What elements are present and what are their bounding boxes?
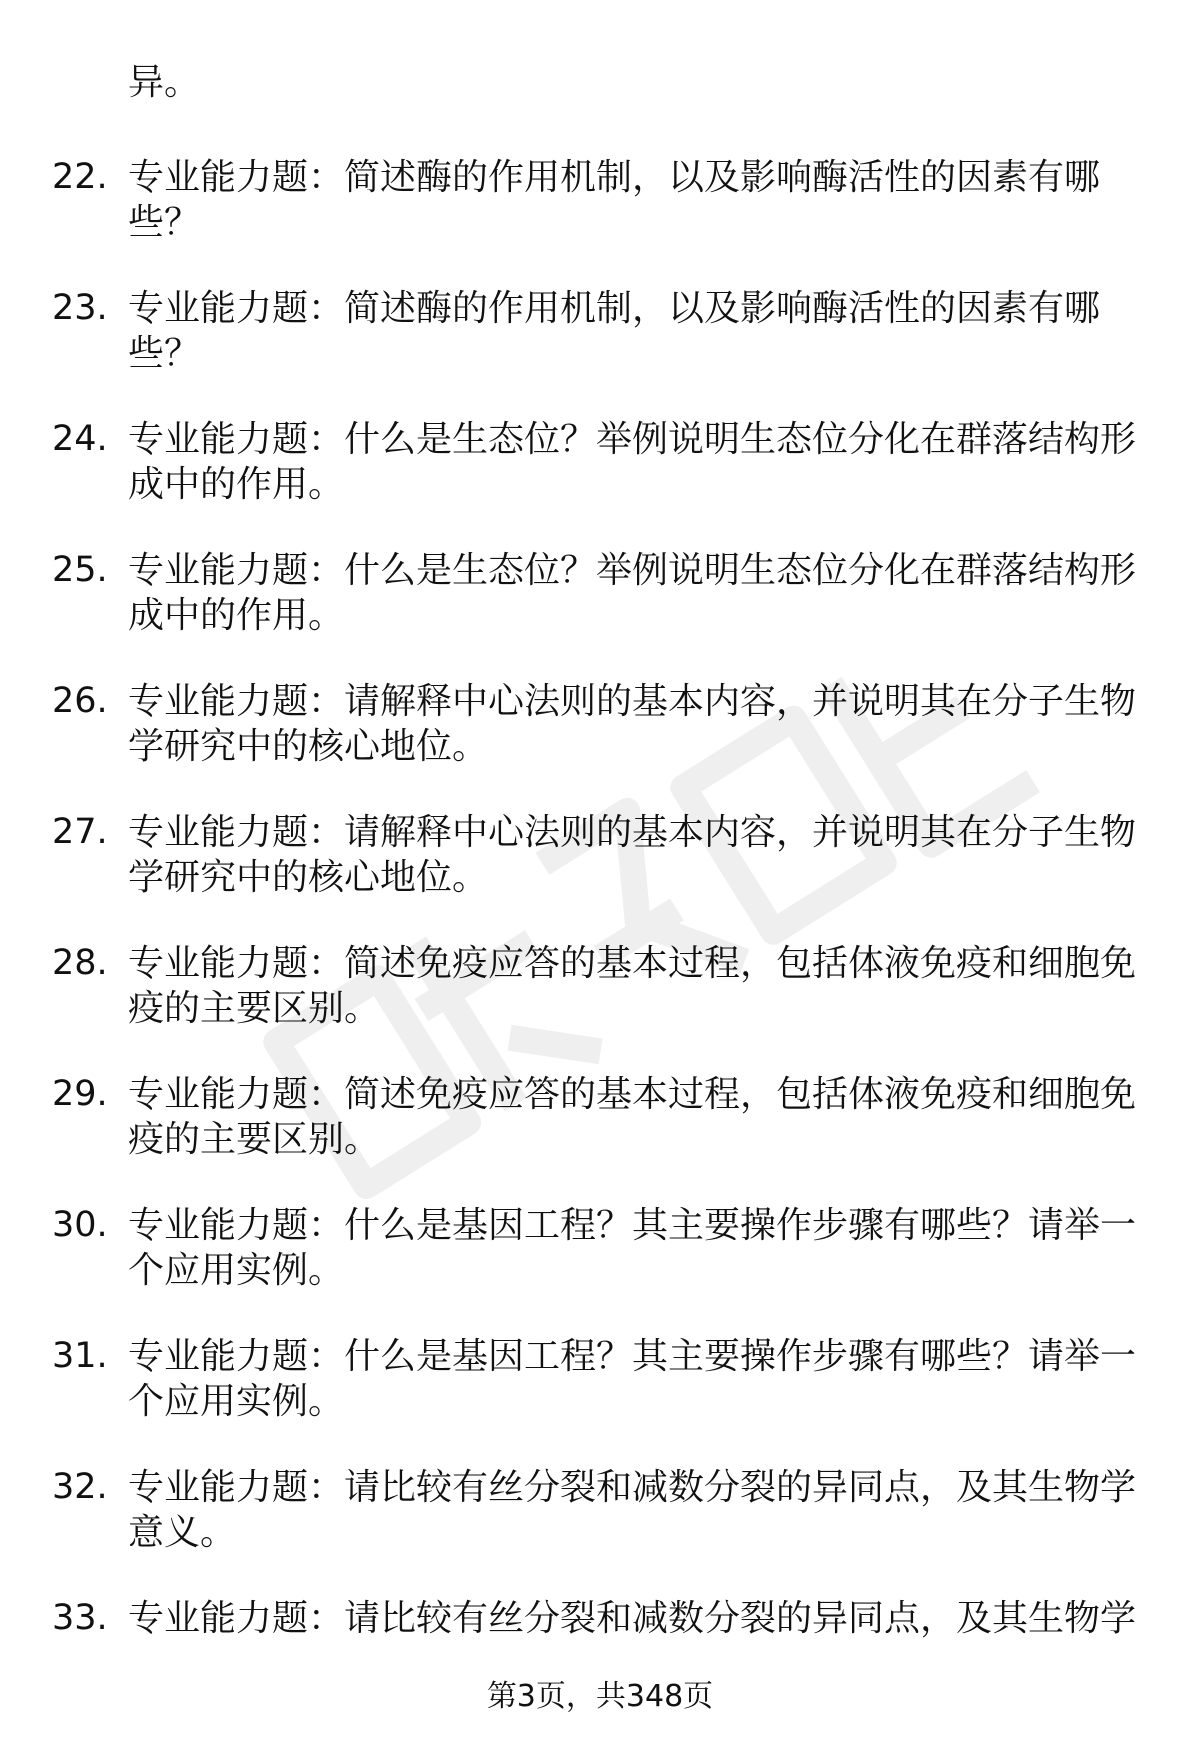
item-text: 专业能力题：什么是生态位？举例说明生态位分化在群落结构形成中的作用。 xyxy=(128,419,1137,505)
item-number: 25. xyxy=(52,550,108,590)
item-text: 专业能力题：简述酶的作用机制，以及影响酶活性的因素有哪些？ xyxy=(128,157,1101,243)
list-item xyxy=(0,417,1200,548)
item-text: 专业能力题：请解释中心法则的基本内容，并说明其在分子生物学研究中的核心地位。 xyxy=(128,812,1137,898)
list-item xyxy=(0,548,1200,679)
item-text: 专业能力题：什么是基因工程？其主要操作步骤有哪些？请举一个应用实例。 xyxy=(128,1336,1137,1422)
item-text: 专业能力题：什么是生态位？举例说明生态位分化在群落结构形成中的作用。 xyxy=(128,550,1137,636)
item-number: 29. xyxy=(52,1074,108,1114)
item-number: 22. xyxy=(52,157,108,197)
item-number: 28. xyxy=(52,943,108,983)
item-text: 专业能力题：简述免疫应答的基本过程，包括体液免疫和细胞免疫的主要区别。 xyxy=(128,943,1137,1029)
item-text: 专业能力题：简述酶的作用机制，以及影响酶活性的因素有哪些？ xyxy=(128,288,1101,374)
page-footer: 第3页，共348页 xyxy=(486,1679,714,1714)
list-item xyxy=(0,1334,1200,1465)
item-number: 27. xyxy=(52,812,108,852)
item-number: 24. xyxy=(52,419,108,459)
list-item xyxy=(0,1072,1200,1203)
item-text: 专业能力题：请解释中心法则的基本内容，并说明其在分子生物学研究中的核心地位。 xyxy=(128,681,1137,767)
item-text: 专业能力题：请比较有丝分裂和减数分裂的异同点，及其生物学 xyxy=(128,1598,1137,1639)
list-item xyxy=(0,155,1200,286)
item-text: 专业能力题：请比较有丝分裂和减数分裂的异同点，及其生物学意义。 xyxy=(128,1467,1137,1553)
list-item xyxy=(0,1203,1200,1334)
list-item xyxy=(0,286,1200,417)
item-number: 31. xyxy=(52,1336,108,1376)
item-number: 26. xyxy=(52,681,108,721)
item-number: 33. xyxy=(52,1598,108,1638)
list-item xyxy=(0,679,1200,810)
item-number: 32. xyxy=(52,1467,108,1507)
item-number: 30. xyxy=(52,1205,108,1245)
item-text: 专业能力题：简述免疫应答的基本过程，包括体液免疫和细胞免疫的主要区别。 xyxy=(128,1074,1137,1160)
list-item xyxy=(0,941,1200,1072)
continuation-text: 异。 xyxy=(128,62,201,103)
list-item xyxy=(0,810,1200,941)
list-item xyxy=(0,1465,1200,1596)
item-number: 23. xyxy=(52,288,108,328)
item-text: 专业能力题：什么是基因工程？其主要操作步骤有哪些？请举一个应用实例。 xyxy=(128,1205,1137,1291)
question-list xyxy=(0,155,1200,1727)
